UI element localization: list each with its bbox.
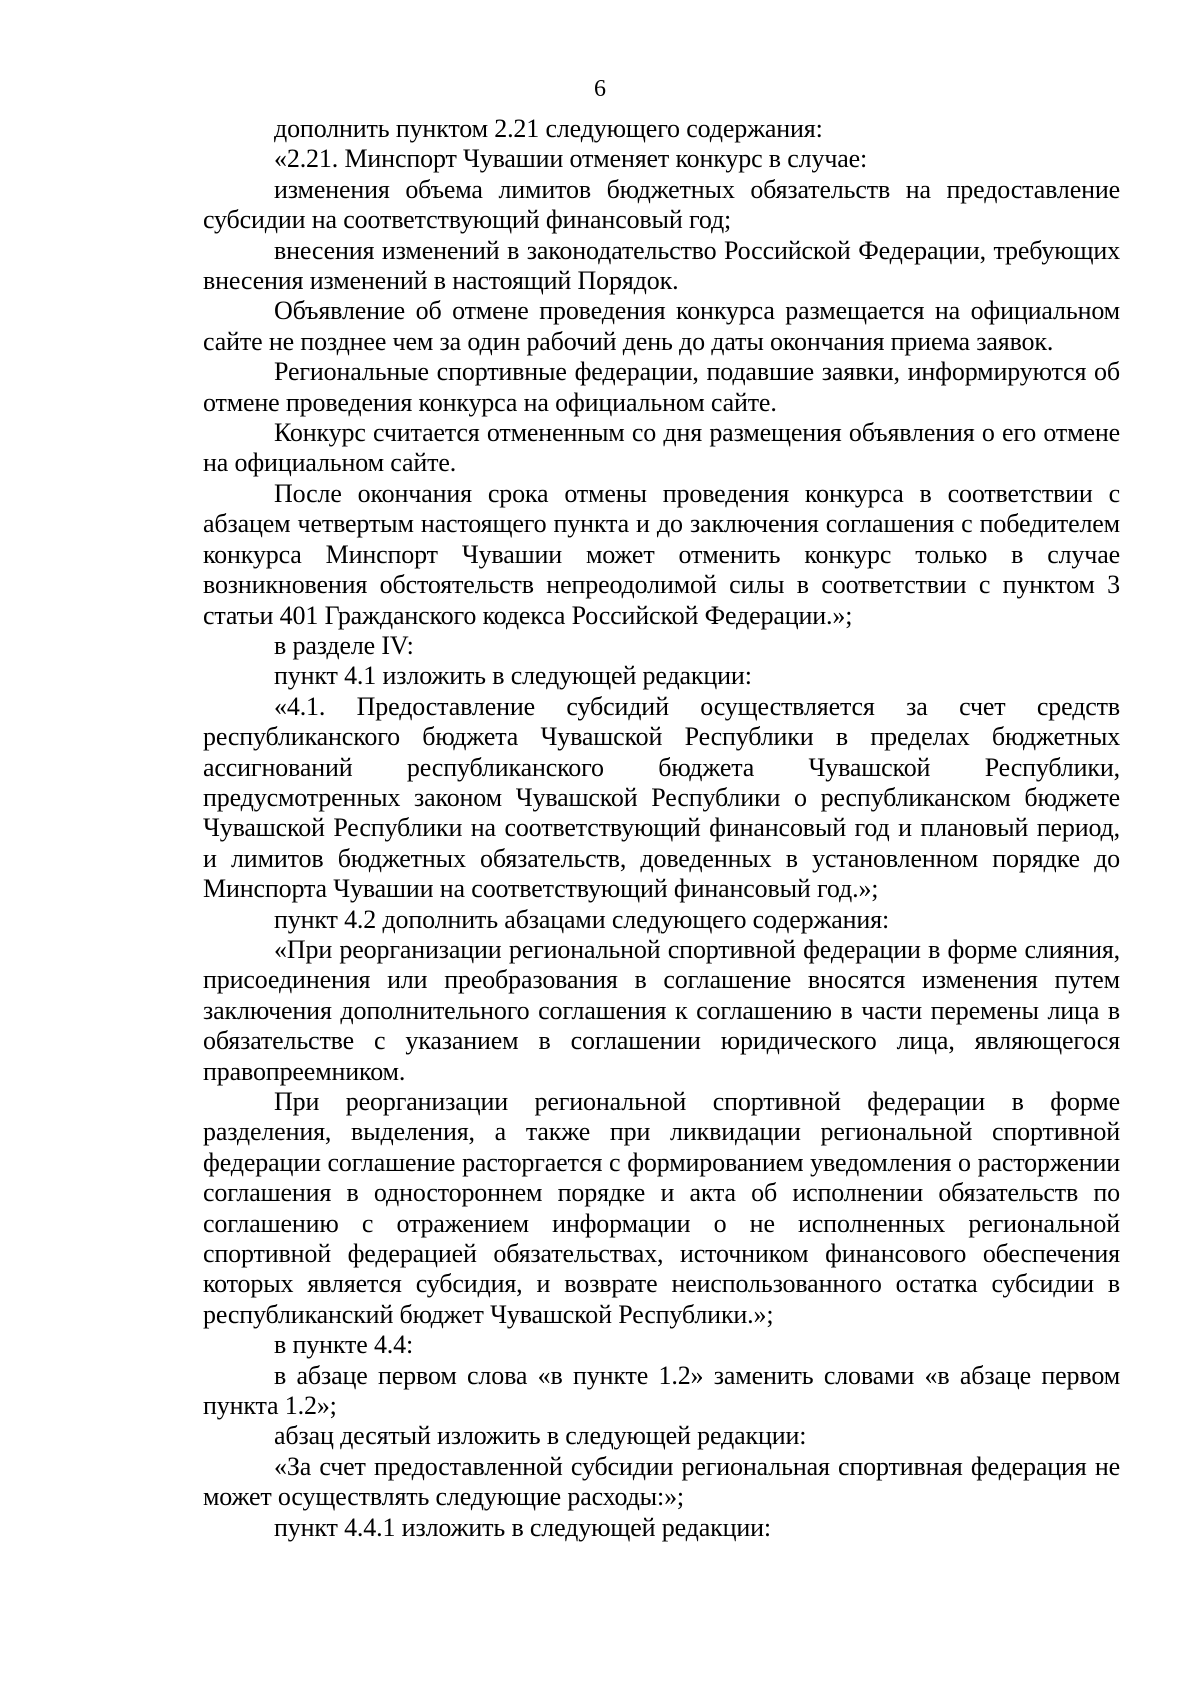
page-number: 6 [594,76,606,102]
paragraph-10: пункт 4.1 изложить в следующей редакции: [274,661,752,691]
paragraph-14: При реорганизации региональной спортивной федерации в форме разделения, выделения, а также при ликвидации региональной спортивной федерации соглашение расторгается с формированием уведомления о расторжении соглашения в одностороннем порядке и акта об исполнении обязательств по соглашению с отражением информации о не исполненных региональной спортивной федерацией обязательствах, источником финансового обеспечения которых является субсидия, и возврате неиспользованного остатка субсидии в республиканский бюджет Чувашской Республики.»; [203,1087,1120,1329]
paragraph-15: в пункте 4.4: [274,1330,414,1360]
document-body [203,114,1120,1543]
paragraph-3: изменения объема лимитов бюджетных обязательств на предоставление субсидии на соответствующий финансовый год; [203,174,1120,235]
paragraph-2: «2.21. Минспорт Чувашии отменяет конкурс в случае: [274,144,868,174]
paragraph-8: После окончания срока отмены проведения конкурса в соответствии с абзацем четвертым настоящего пункта и до заключения соглашения с победителем конкурса Минспорт Чувашии может отменить конкурс только в случае возникновения обстоятельств непреодолимой силы в соответствии с пунктом 3 статьи 401 Гражданского кодекса Российской Федерации.»; [203,478,1120,630]
paragraph-17: абзац десятый изложить в следующей редакции: [274,1421,807,1451]
paragraph-5: Объявление об отмене проведения конкурса размещается на официальном сайте не позднее чем за один рабочий день до даты окончания приема заявок. [203,296,1120,356]
paragraph-11: «4.1. Предоставление субсидий осуществляется за счет средств республиканского бюджета Чувашской Республики в пределах бюджетных ассигнований республиканского бюджета Чувашской Республики, предусмотренных законом Чувашской Республики о республиканском бюджете Чувашской Республики на соответствующий финансовый год и плановый период, и лимитов бюджетных обязательств, доведенных в установленном порядке до Минспорта Чувашии на соответствующий финансовый год.»; [203,691,1120,904]
paragraph-6: Региональные спортивные федерации, подавшие заявки, информируются об отмене проведения конкурса на официальном сайте. [203,357,1120,417]
paragraph-9: в разделе IV: [274,630,414,660]
paragraph-1: дополнить пунктом 2.21 следующего содержания: [274,114,823,143]
paragraph-12: пункт 4.2 дополнить абзацами следующего содержания: [274,904,890,934]
paragraph-16: в абзаце первом слова «в пункте 1.2» заменить словами «в абзаце первом пункта 1.2»; [203,1360,1120,1421]
paragraph-4: внесения изменений в законодательство Российской Федерации, требующих внесения изменений в настоящий Порядок. [203,235,1120,296]
paragraph-18: «За счет предоставленной субсидии региональная спортивная федерация не может осуществлять следующие расходы:»; [203,1451,1120,1512]
paragraph-7: Конкурс считается отмененным со дня размещения объявления о его отмене на официальном сайте. [203,418,1120,478]
paragraph-13: «При реорганизации региональной спортивной федерации в форме слияния, присоединения или преобразования в соглашение вносятся изменения путем заключения дополнительного соглашения к соглашению в части перемены лица в обязательстве с указанием в соглашении юридического лица, являющегося правопреемником. [203,934,1120,1086]
paragraph-19: пункт 4.4.1 изложить в следующей редакции: [274,1512,771,1542]
